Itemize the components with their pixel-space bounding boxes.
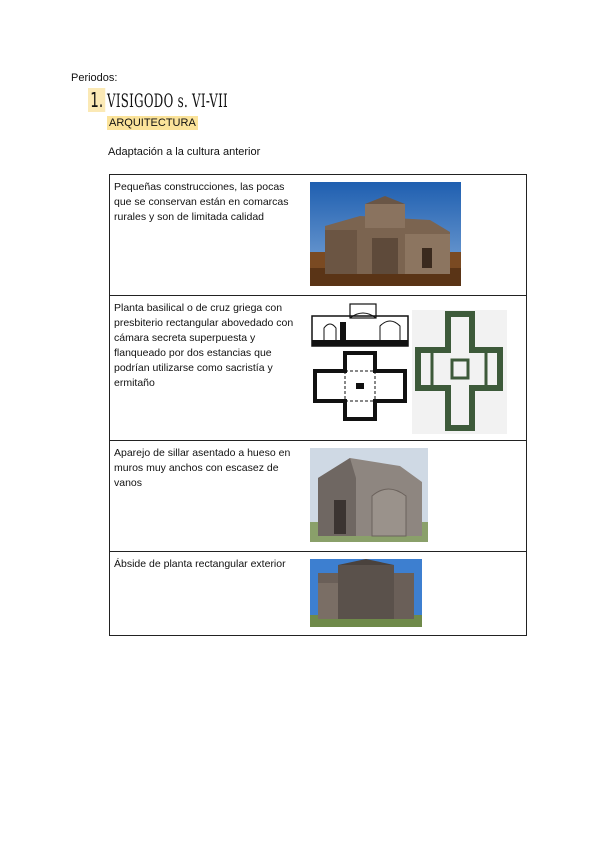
apse-photo <box>310 559 422 627</box>
intro-text: Adaptación a la cultura anterior <box>108 146 261 158</box>
church-photo <box>310 182 461 286</box>
section-label: ARQUITECTURA <box>109 117 196 129</box>
periodos-label: Periodos: <box>71 72 118 84</box>
heading-title: VISIGODO s. VI-VII <box>107 90 229 112</box>
floor-plan-drawing <box>310 351 410 421</box>
row-text: Ábside de planta rectangular exterior <box>114 558 286 570</box>
row-text: Pequeñas construcciones, las pocas que se conservan están en comarcas rurales y son de limitada calidad <box>114 181 289 223</box>
table-row <box>110 441 527 552</box>
heading-number: 1. <box>88 88 105 112</box>
floor-plan-photo <box>412 310 507 434</box>
architecture-table <box>109 174 527 636</box>
table-row <box>110 296 527 441</box>
table-row <box>110 175 527 296</box>
table-row <box>110 552 527 636</box>
section-drawing <box>310 302 410 348</box>
row-text: Aparejo de sillar asentado a hueso en muros muy anchos con escasez de vanos <box>114 447 291 489</box>
church-wall-photo <box>310 448 428 542</box>
section-heading <box>88 88 302 114</box>
row-text: Planta basilical o de cruz griega con presbiterio rectangular abovedado con cámara secreta superpuesta y flanqueado por dos estancias que podrían utilizarse como sacristía y ermitaño <box>114 302 294 389</box>
